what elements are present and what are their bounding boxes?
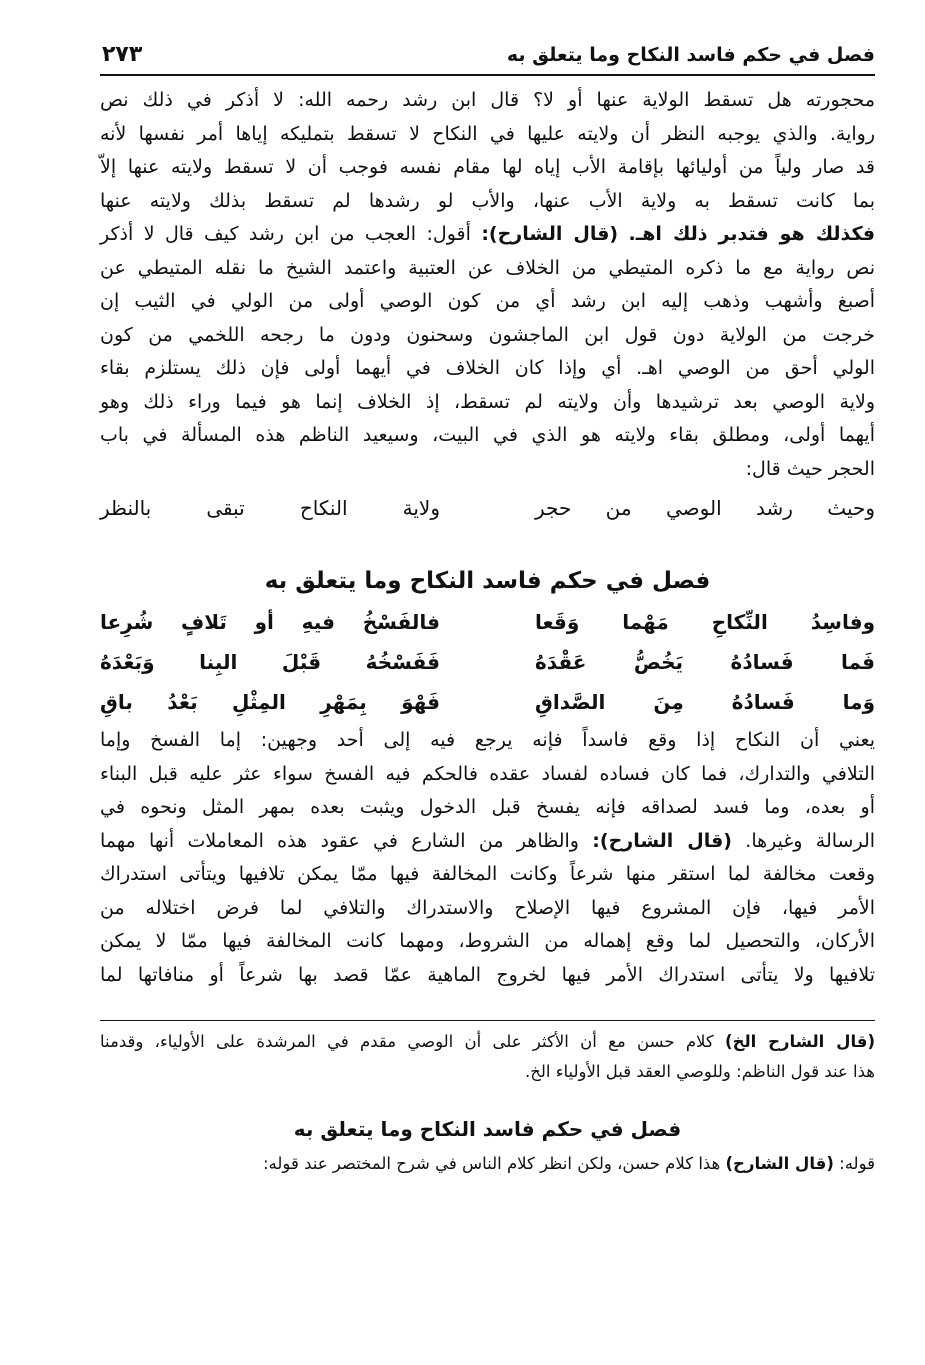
- commentator-label: (قال الشارح):: [481, 223, 619, 245]
- verse-first-hemistich: وفاسِدُ النِّكاحِ مَهْما وَقَعا: [535, 610, 875, 634]
- commentator-label: (قال الشارح):: [592, 829, 732, 852]
- verse-second-hemistich: ولاية النكاح تبقى بالنظر: [100, 496, 440, 520]
- verse-second-hemistich: فَفَسْخُهُ قَبْلَ البِنا وَبَعْدَهُ: [100, 650, 440, 674]
- poem-verse: [100, 602, 875, 642]
- verse-first-hemistich: وَما فَسادُهُ مِنَ الصَّداقِ: [535, 690, 875, 714]
- text-line: نص رواية مع ما ذكره المتيطي من الخلاف عن العتبية واعتمد الشيخ ما نقله المتيطي عن: [100, 256, 875, 279]
- inline-text: الرسالة وغيرها.: [745, 829, 876, 852]
- commentator-label: (قال الشارح): [725, 1154, 834, 1173]
- commentator-label: (قال الشارح الخ): [725, 1032, 875, 1051]
- verse-first-hemistich: فَما فَسادُهُ يَخُصُّ عَقْدَهُ: [535, 650, 875, 674]
- verse-second-hemistich: فَهْوَ بِمَهْرِ المِثْلِ بَعْدُ باقِ: [100, 690, 440, 714]
- text-line: خرجت من الولاية دون قول ابن الماجشون وسحنون ودون ما رجحه اللخمي من كون: [100, 323, 875, 346]
- text-line: هذا عند قول الناظم: وللوصي العقد قبل الأولياء الخ.: [524, 1062, 875, 1081]
- inline-text: كلام حسن مع أن الأكثر على أن الوصي مقدم في المرشدة على الأولياء، وقدمنا: [100, 1032, 714, 1051]
- text-line: الولي أحق من الوصي اهـ. أي وإذا كان الخلاف في أيهما أولى فإن ذلك يستلزم بقاء: [100, 357, 875, 379]
- text-line: يعني أن النكاح إذا وقع فاسداً فإنه يرجع فيه إلى أحد وجهين: إما الفسخ وإما: [100, 729, 875, 751]
- text-line: [100, 218, 875, 252]
- page-number: ٢٧٣: [102, 42, 143, 67]
- text-line: قد صار ولياً من أوليائها بإقامة الأب إياه لها مقام نفسه فوجب أن لا تسقط ولايته عنها إلاّ: [100, 156, 875, 178]
- running-header: [100, 40, 875, 76]
- section-heading: فصل في حكم فاسد النكاح وما يتعلق به: [264, 568, 711, 594]
- verse-line: [100, 488, 875, 528]
- text-line: أو بعده، وما فسد لصداقه فإنه يفسخ قبل الدخول ويثبت بعده بمهر المثل ونحوه في: [100, 796, 875, 818]
- verse-second-hemistich: فالفَسْخُ فيهِ أو تَلافٍ شُرِعا: [100, 610, 440, 634]
- text-line: الأمر فيها، فإن المشروع فيها الإصلاح والاستدراك والتلافي لما فرض اختلاله من: [100, 896, 875, 919]
- text-line: محجورته هل تسقط الولاية عنها أو لا؟ قال ابن رشد رحمه الله: لا أذكر في ذلك نص: [100, 89, 875, 111]
- verse-first-hemistich: وحيث رشد الوصي من حجر: [535, 496, 875, 520]
- text-line: وقعت مخالفة لما استقر منها شرعاً وكانت المخالفة فيها ممّا يمكن تلافيها ويتأتى استدراك: [100, 863, 875, 885]
- text-line: أيهما أولى، ومطلق بقاء ولايته هو الذي في البيت، وسيعيد الناظم هذه المسألة في باب: [100, 424, 875, 446]
- inline-text: والظاهر من الشارع في عقود هذه المعاملات أنها مهما: [100, 829, 579, 852]
- inline-text: هذا كلام حسن، ولكن انظر كلام الناس في شرح المختصر عند قوله:: [263, 1154, 721, 1173]
- footnote-section-heading: فصل في حكم فاسد النكاح وما يتعلق به: [293, 1117, 682, 1141]
- poem-verse: [100, 642, 875, 682]
- paragraph-2: [100, 724, 875, 992]
- text-line: التلافي والتدارك، فما كان فساده لفساد عقده فالحكم فيه الفسخ سواء عثر عليه قبل البناء: [100, 762, 875, 785]
- text-line: أصبغ وأشهب وذهب إليه ابن رشد أي من كون الوصي أولى من الولي في الثيب إن: [100, 290, 875, 312]
- paragraph-1: [100, 84, 875, 486]
- text-line: [100, 1149, 875, 1179]
- inline-text: أقول: العجب من ابن رشد كيف قال لا أذكر: [100, 223, 471, 245]
- book-page: [100, 40, 875, 1179]
- inline-text: قوله:: [839, 1154, 875, 1173]
- text-line: رواية. والذي يوجبه النظر أن ولايته عليها في النكاح لا تسقط بتمليكه إياها أمر نفسها لأنه: [100, 122, 875, 145]
- footnotes: [100, 1027, 875, 1179]
- footnote-divider: [100, 1020, 875, 1021]
- poem: [100, 602, 875, 722]
- poem-verse: [100, 682, 875, 722]
- text-line: [100, 825, 875, 859]
- text-line: الأركان، والتحصيل لما وقع إهماله من الشروط، ومهما كانت المخالفة فيها ممّا لا يمكن: [100, 930, 875, 952]
- text-line: الحجر حيث قال:: [745, 457, 875, 480]
- running-header-title: فصل في حكم فاسد النكاح وما يتعلق به: [506, 44, 875, 66]
- text-line: ولاية الوصي بعد ترشيدها وأن ولايته لم تسقط، إذ الخلاف إنما هو فيما وراء ذلك وهو: [100, 390, 875, 413]
- text-line: [100, 1027, 875, 1057]
- text-line: بما كانت تسقط به ولاية الأب عنها، والأب لو رشدها لم تسقط بذلك ولايته عنها: [100, 189, 875, 212]
- text-line: تلافيها ولا يتأتى استدراك الأمر فيها لخروج الماهية عمّا قصد بها شرعاً أو منافاتها لما: [100, 963, 875, 986]
- inline-text: فكذلك هو فتدبر ذلك اهـ.: [628, 223, 876, 245]
